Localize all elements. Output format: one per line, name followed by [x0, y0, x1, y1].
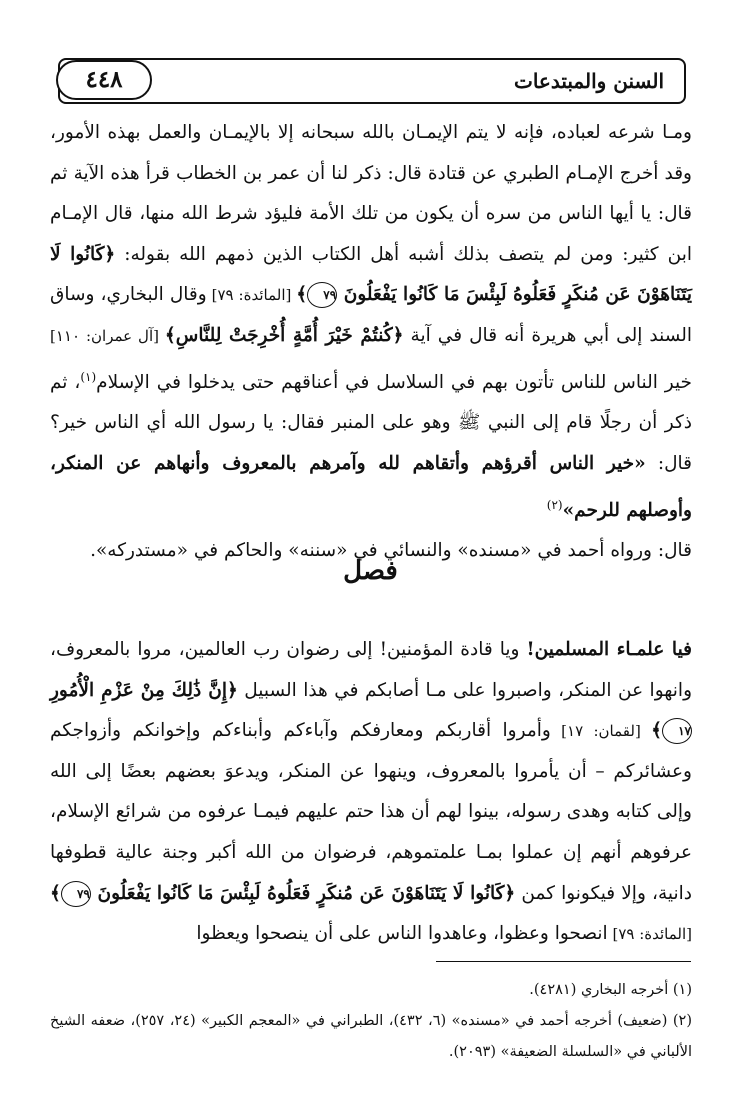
footnote-divider [436, 961, 691, 962]
page-number: ٤٤٨ [56, 60, 152, 100]
paragraph-text: وأمروا أقاربكم ومعارفكم وآباءكم وأبناءكم وإخوانكم وأزواجكم وعشائركم – أن يأمروا بالمعروف، وينهوا عن المنكر، ويدعوَ بعضهم بعضًا إلى الله وإلى كتابه وهدى رسوله، بينوا لهم أن هذا حتم عليهم فيمـا عرفوه من شرائع الإسلام، عرفوهم أنهم إن عملوا بمـا علمتموهم، فرضوان من الله أكبر وجنة عالية قطوفها دانية، وإلا فيكونوا كمن [50, 720, 692, 904]
section-heading: فصل [343, 556, 398, 586]
quran-verse: ﴿كُنتُمْ خَيْرَ أُمَّةٍ أُخْرِجَتْ لِلنَّاسِ﴾ [164, 324, 404, 346]
verse-close-bracket: ﴾ [50, 882, 61, 904]
hadith-text: «خير الناس أقرؤهم وأتقاهم لله وآمرهم بالمعروف وأنهاهم عن المنكر، وأوصلهم للرحم» [50, 452, 692, 521]
verse-text: ﴿إِنَّ ذَٰلِكَ مِنْ عَزْمِ الْأُمُورِ [50, 679, 238, 701]
footnote-1: (١) أخرجه البخاري (٤٢٨١). [529, 982, 692, 998]
verse-reference: [لقمان: ١٧] [550, 722, 652, 741]
paragraph-text: ، ثم ذكر أن رجلًا قام إلى النبي ﷺ وهو على المنبر فقال: يا رسول الله أي الناس خير؟ قال: [50, 371, 692, 474]
paragraph-text: خير الناس للناس تأتون بهم في السلاسل في أعناقهم حتى يدخلوا في الإسلام [96, 371, 692, 393]
verse-reference: [المائدة: ٧٩] [206, 286, 297, 305]
verse-reference: [المائدة: ٧٩] [607, 925, 692, 944]
verse-close-bracket: ﴾ [296, 284, 308, 306]
verse-number-mark: ١٧ [662, 718, 692, 744]
quran-verse [50, 883, 515, 904]
footnote-2: (٢) (ضعيف) أخرجه أحمد في «مسنده» (٦، ٤٣٢)، الطبراني في «المعجم الكبير» (٢٤، ٢٥٧)، ضعفه الشيخ الألباني في «السلسلة الضعيفة» (٢٠٩٣). [50, 1013, 692, 1060]
paragraph-text: ومـا شرعه لعباده، فإنه لا يتم الإيمـان بالله سبحانه إلا بالإيمـان والعمل بهذه الأمور، وقد أخرج الإمـام الطبري عن قتادة قال: ذكر لنا أن عمر بن الخطاب قرأ هذه الآية ثم قال: يا أيها الناس من سره أن يكون من تلك الأمة فليؤد شرط الله منها، قال الإمـام ابن كثير: ومن لم يتصف بذلك أشبه أهل الكتاب الذين ذمهم الله بقوله: [50, 122, 692, 265]
paragraph-2 [50, 630, 692, 955]
verse-reference: [آل عمران: ١١٠] [50, 326, 165, 345]
page-header [58, 58, 686, 104]
paragraph-text: وقال البخاري، وساق السند إلى أبي هريرة أنه قال في آية [50, 284, 693, 346]
paragraph-lead: فيا علمـاء المسلمين! [526, 639, 692, 660]
verse-number-mark: ٧٩ [307, 282, 337, 308]
verse-text: ﴿كَانُوا لَا يَتَنَاهَوْنَ عَن مُنكَرٍ فَعَلُوهُ لَبِئْسَ مَا كَانُوا يَفْعَلُونَ [97, 882, 516, 904]
paragraph-text: انصحوا وعظوا، وعاهدوا الناس على أن ينصحوا ويعظوا [196, 923, 608, 945]
verse-number-mark: ٧٩ [61, 881, 91, 907]
footnote-marker: (١) [80, 369, 97, 384]
paragraph-1 [50, 113, 692, 572]
verse-text: ﴿كَانُوا لَا يَتَنَاهَوْنَ عَن مُنكَرٍ فَعَلُوهُ لَبِئْسَ مَا كَانُوا يَفْعَلُونَ [50, 243, 692, 306]
footnotes [50, 975, 692, 1068]
running-title: السنن والمبتدعات [513, 69, 664, 93]
footnote-marker: (٢) [546, 497, 563, 512]
verse-close-bracket: ﴾ [651, 720, 662, 742]
paragraph-text: قال: ورواه أحمد في «مسنده» والنسائي في «سننه» والحاكم في «مستدركه». [90, 540, 692, 562]
paragraph-text: ويا قادة المؤمنين! إلى رضوان رب العالمين، مروا بالمعروف، وانهوا عن المنكر، واصبروا على مـا أصابكم في هذا السبيل [50, 639, 692, 701]
